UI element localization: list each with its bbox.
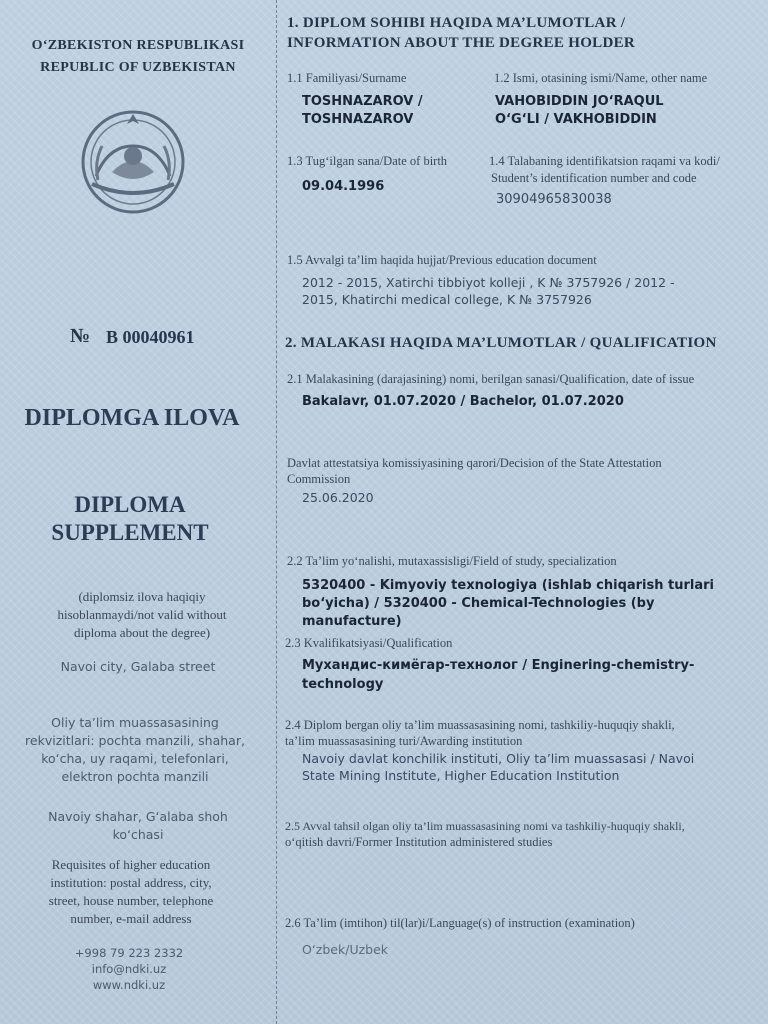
phone-number: +998 79 223 2332 [74, 946, 184, 960]
kvalifikatsiya-line1: Мухандис-кимёгар-технолог / Enginering-chemistry- [302, 658, 695, 673]
validity-note-line3: diploma about the degree) [73, 625, 211, 640]
id-value: 30904965830038 [496, 192, 612, 207]
former-institution-label-line2: o‘qitish davri/Former Institution administered studies [285, 835, 553, 849]
kvalifikatsiya-label: 2.3 Kvalifikatsiyasi/Qualification [285, 636, 453, 650]
institution-label-line1: 2.4 Diplom bergan oliy ta’lim muassasasining nomi, tashkiliy-huquqiy shakli, [285, 718, 675, 732]
institution-line1: Navoiy davlat konchilik instituti, Oliy ta’lim muassasasi / Navoi [302, 751, 695, 766]
state-emblem-icon [62, 106, 204, 218]
dob-value: 09.04.1996 [302, 179, 385, 194]
requisites-en-line2: institution: postal address, city, [50, 875, 212, 890]
name-line2: O‘G‘LI / VAKHOBIDDIN [495, 112, 657, 127]
requisites-en-line3: street, house number, telephone [48, 893, 214, 908]
language-label: 2.6 Ta’lim (imtihon) til(lar)i/Language(s) of instruction (examination) [285, 916, 635, 930]
document-number: B 00040961 [106, 327, 195, 347]
email-address: info@ndki.uz [91, 962, 167, 976]
validity-note-line2: hisoblanmaydi/not valid without [57, 607, 227, 622]
country-uz: O‘ZBEKISTON RESPUBLIKASI [31, 38, 245, 53]
website-address: www.ndki.uz [92, 978, 166, 992]
surname-line1: TOSHNAZAROV / [302, 94, 423, 109]
prev-education-line2: 2015, Khatirchi medical college, K № 3757926 [302, 292, 592, 307]
qualification-value: Bakalavr, 01.07.2020 / Bachelor, 01.07.2020 [302, 394, 624, 409]
city-en: Navoi city, Galaba street [60, 659, 216, 674]
title-en-line1: DIPLOMA [74, 492, 186, 517]
country-en: REPUBLIC OF UZBEKISTAN [40, 60, 236, 75]
requisites-uz-line4: elektron pochta manzili [61, 769, 209, 784]
prev-education-label: 1.5 Avvalgi ta’lim haqida hujjat/Previous education document [287, 253, 597, 267]
section1-title-line2: INFORMATION ABOUT THE DEGREE HOLDER [287, 35, 636, 51]
id-label-line2: Student’s identification number and code [491, 171, 697, 185]
right-details-column [277, 0, 768, 1024]
field-of-study-line1: 5320400 - Kimyoviy texnologiya (ishlab chiqarish turlari [302, 578, 715, 593]
institution-line2: State Mining Institute, Higher Education Institution [302, 768, 620, 783]
dob-label: 1.3 Tug‘ilgan sana/Date of birth [287, 154, 448, 168]
validity-note-line1: (diplomsiz ilova haqiqiy [78, 589, 206, 604]
surname-label: 1.1 Familiyasi/Surname [287, 71, 407, 85]
former-institution-label-line1: 2.5 Avval tahsil olgan oliy ta’lim muassasasining nomi va tashkiliy-huquqiy shakli, [285, 819, 685, 833]
field-of-study-label: 2.2 Ta’lim yo‘nalishi, mutaxassisligi/Field of study, specialization [287, 554, 617, 568]
requisites-uz-line2: rekvizitlari: pochta manzili, shahar, [25, 733, 245, 748]
surname-line2: TOSHNAZAROV [302, 112, 414, 127]
title-en-line2: SUPPLEMENT [51, 520, 209, 545]
city-uz-line1: Navoiy shahar, G‘alaba shoh [48, 809, 228, 824]
title-uz: DIPLOMGA ILOVA [24, 405, 240, 431]
decision-label-line2: Commission [287, 472, 351, 486]
section1-title-line1: 1. DIPLOM SOHIBI HAQIDA MA’LUMOTLAR / [287, 15, 626, 31]
language-value: O‘zbek/Uzbek [302, 942, 389, 957]
requisites-en-line4: number, e-mail address [70, 911, 192, 926]
left-cover-column [0, 0, 276, 1024]
kvalifikatsiya-line2: technology [302, 677, 384, 692]
name-line1: VAHOBIDDIN JO‘RAQUL [495, 94, 664, 109]
institution-label-line2: ta’lim muassasasining turi/Awarding institution [285, 734, 523, 748]
number-sign: № [70, 325, 91, 347]
requisites-en-line1: Requisites of higher education [51, 857, 211, 872]
decision-label-line1: Davlat attestatsiya komissiyasining qarori/Decision of the State Attestation [287, 456, 662, 470]
field-of-study-line3: manufacture) [302, 614, 402, 629]
id-label-line1: 1.4 Talabaning identifikatsion raqami va kodi/ [489, 154, 720, 168]
prev-education-line1: 2012 - 2015, Xatirchi tibbiyot kolleji , K № 3757926 / 2012 - [302, 275, 675, 290]
section2-title: 2. MALAKASI HAQIDA MA’LUMOTLAR / QUALIFICATION [285, 335, 717, 351]
requisites-uz-line1: Oliy ta’lim muassasasining [51, 715, 219, 730]
decision-date: 25.06.2020 [302, 490, 374, 505]
requisites-uz-line3: ko‘cha, uy raqami, telefonlari, [41, 751, 229, 766]
field-of-study-line2: bo‘yicha) / 5320400 - Chemical-Technologies (by [302, 596, 655, 611]
qualification-label: 2.1 Malakasining (darajasining) nomi, berilgan sanasi/Qualification, date of issue [287, 372, 695, 386]
city-uz-line2: ko‘chasi [112, 827, 164, 842]
name-label: 1.2 Ismi, otasining ismi/Name, other name [494, 71, 708, 85]
